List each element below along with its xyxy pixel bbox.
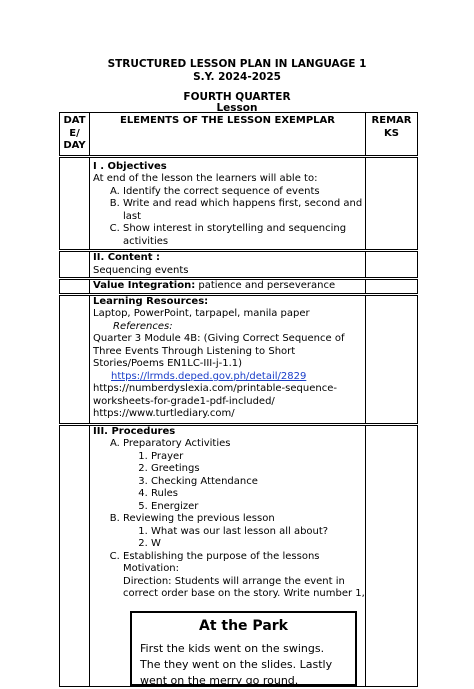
value-integration-text: patience and perseverance xyxy=(195,280,336,291)
table-row-values xyxy=(60,279,418,295)
list-item: 2. W xyxy=(151,538,365,551)
table-header-row xyxy=(60,113,418,157)
reference-link-numberdyslexia[interactable]: https://numberdyslexia.com/printable-sequence-worksheets-for-grade1-pdf-included/ xyxy=(93,383,337,407)
purpose-title: Establishing the purpose of the lessons xyxy=(123,550,320,562)
list-item: 5. Energizer xyxy=(151,501,365,514)
resources-materials: Laptop, PowerPoint, tarpapel, manila paper xyxy=(93,308,310,319)
value-integration-cell xyxy=(90,279,366,295)
table-row-content xyxy=(60,251,418,279)
lesson-plan-table xyxy=(59,112,418,687)
school-year: S.Y. 2024-2025 xyxy=(193,71,281,83)
story-text: First the kids went on the swings. The they went on the slides. Lastly went on the merry go round. xyxy=(140,641,333,687)
story-title: At the Park xyxy=(199,617,288,634)
list-item: 1. Prayer xyxy=(151,451,365,464)
content-text: Sequencing events xyxy=(93,264,189,276)
preparatory-activities-title: Preparatory Activities xyxy=(123,438,231,449)
list-item: 2. Greetings xyxy=(151,463,365,476)
content-title: II. Content : xyxy=(93,252,160,263)
value-integration-label: Value Integration: xyxy=(93,280,196,291)
header-elements: ELEMENTS OF THE LESSON EXEMPLAR xyxy=(90,113,366,157)
preparatory-activities-list xyxy=(123,451,365,514)
procedures-cell xyxy=(90,424,366,686)
references-label: References: xyxy=(113,320,173,332)
content-cell xyxy=(90,251,366,279)
plan-title: STRUCTURED LESSON PLAN IN LANGUAGE 1 xyxy=(107,58,367,70)
motivation-direction: Direction: Students will arrange the event in correct order base on the story. Write number 1, xyxy=(123,575,365,599)
references-text: Quarter 3 Module 4B: (Giving Correct Sequence of Three Events Through Listening to Short Stories/Poems EN1LC-III-j-1.1) xyxy=(93,333,345,369)
list-item: 3. Checking Attendance xyxy=(151,476,365,489)
story-box xyxy=(130,611,357,686)
header-remarks: REMAR KS xyxy=(366,113,418,157)
table-row-procedures xyxy=(60,424,418,686)
list-item: 4. Rules xyxy=(151,488,365,501)
table-row-resources xyxy=(60,294,418,424)
list-item xyxy=(123,513,365,551)
review-title: Reviewing the previous lesson xyxy=(123,513,275,524)
procedures-title: III. Procedures xyxy=(93,425,176,437)
header-day: DAT E/ DAY xyxy=(60,113,90,157)
review-list xyxy=(123,526,365,551)
list-item: C. Show interest in storytelling and sequencing activities xyxy=(123,223,365,248)
motivation-label: Motivation: xyxy=(123,563,180,574)
resources-cell xyxy=(90,294,366,424)
reference-link-turtlediary[interactable]: https://www.turtlediary.com/ xyxy=(93,408,235,419)
objectives-cell xyxy=(90,156,366,251)
table-row-objectives xyxy=(60,156,418,251)
lesson-label: Lesson xyxy=(216,102,258,114)
list-item: B. Write and read which happens first, second and last xyxy=(123,198,365,223)
resources-title: Learning Resources: xyxy=(93,295,209,307)
list-item: A. Identify the correct sequence of events xyxy=(123,186,365,199)
quarter-label: FOURTH QUARTER xyxy=(183,91,291,103)
list-item xyxy=(123,551,365,601)
objectives-list xyxy=(93,186,365,249)
procedures-list xyxy=(93,438,365,601)
list-item xyxy=(123,438,365,513)
objectives-intro: At end of the lesson the learners will able to: xyxy=(93,173,318,184)
reference-link-lrmds[interactable]: https://lrmds.deped.gov.ph/detail/2829 xyxy=(111,370,307,382)
objectives-title: I . Objectives xyxy=(93,160,167,172)
list-item: 1. What was our last lesson all about? xyxy=(151,526,365,539)
